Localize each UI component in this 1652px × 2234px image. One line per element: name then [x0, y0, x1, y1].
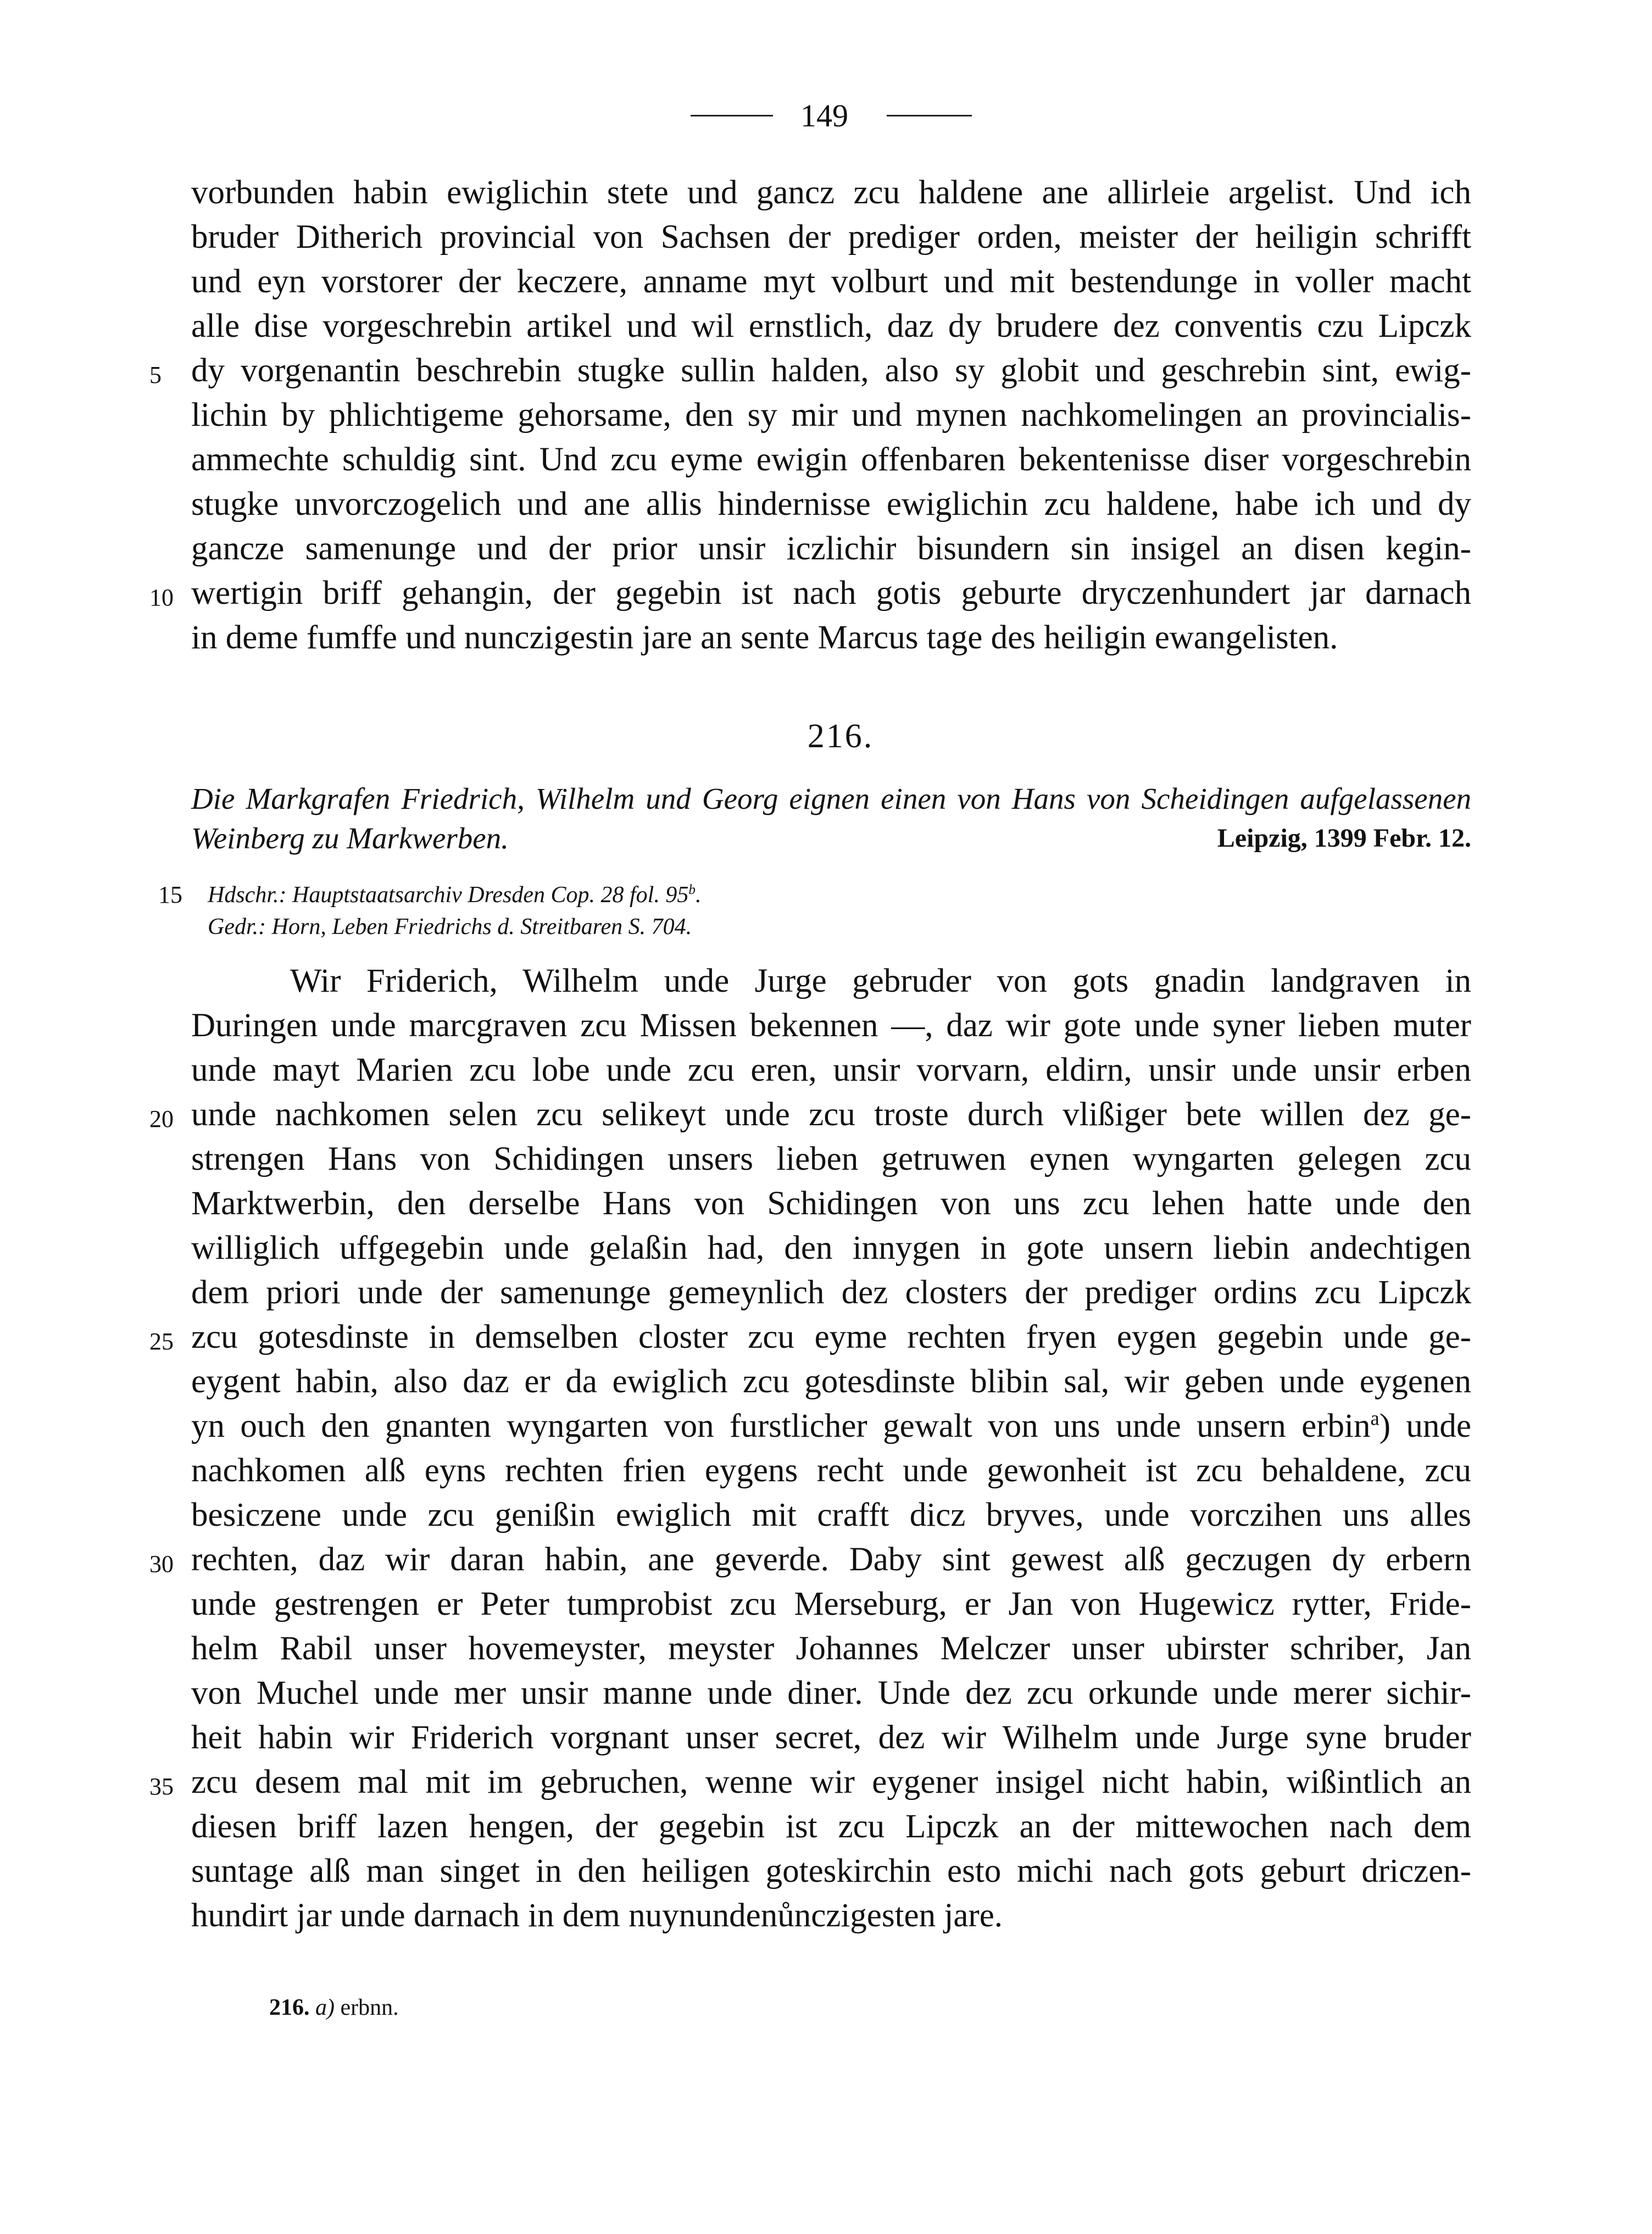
document-number: 216.: [807, 718, 874, 755]
text-line: [149, 1092, 1471, 1137]
header-rule-left: [691, 115, 773, 116]
text-line: [191, 215, 1471, 259]
text-line: [191, 615, 1471, 660]
line-text: nachkomen alß eyns rechten frien eygens recht unde gewonheit ist zcu behaldene, zcu: [191, 1452, 1471, 1489]
text-line: [191, 437, 1471, 482]
line-text: Wir Friderich, Wilhelm unde Jurge gebruder von gots gnadin landgraven in: [290, 963, 1471, 999]
line-text: stugke unvorczogelich und ane allis hindernisse ewiglichin zcu haldene, habe ich und dy: [191, 486, 1471, 523]
text-line: [149, 1760, 1471, 1804]
text-line: [191, 1137, 1471, 1181]
source-reference: [158, 879, 1471, 911]
line-text: besiczene unde zcu genißin ewiglich mit crafft dicz bryves, unde vorczihen uns alles: [191, 1497, 1471, 1533]
page-number: 149: [800, 97, 848, 134]
text-line: [191, 170, 1471, 215]
line-number: 20: [149, 1105, 174, 1132]
running-head: [677, 93, 985, 137]
line-text: zcu desem mal mit im gebruchen, wenne wir eygener insigel nicht habin, wißintlich an: [191, 1764, 1471, 1800]
text-line: [149, 1537, 1471, 1582]
line-text: helm Rabil unser hovemeyster, meyster Johannes Melczer unser ubirster schriber, Jan: [191, 1630, 1471, 1667]
line-text: Duringen unde marcgraven zcu Missen bekennen —, daz wir gote unde syner lieben muter: [191, 1007, 1471, 1044]
text-line: [191, 1626, 1471, 1671]
line-number: 25: [149, 1328, 174, 1355]
footnote-letter: a): [315, 1995, 335, 2020]
footnote: [269, 1994, 399, 2021]
line-text: eygent habin, also daz er da ewiglich zcu gotesdinste blibin sal, wir geben unde eygenen: [191, 1363, 1471, 1400]
line-text: hundirt jar unde darnach in dem nuynundenůnczigesten jare.: [191, 1897, 1003, 1934]
line-number: 5: [149, 362, 162, 388]
footnote-marker: a: [1370, 1407, 1380, 1430]
line-text: und eyn vorstorer der keczere, anname myt volburt und mit bestendunge in voller macht: [191, 263, 1471, 300]
line-text: unde gestrengen er Peter tumprobist zcu Merseburg, er Jan von Hugewicz rytter, Fride-: [191, 1586, 1471, 1622]
line-text: unde nachkomen selen zcu selikeyt unde zcu troste durch vlißiger bete willen dez ge-: [191, 1096, 1471, 1133]
text-line: [149, 1315, 1471, 1359]
source-suffix: .: [695, 882, 702, 908]
line-text: ammechte schuldig sint. Und zcu eyme ewigin offenbaren bekentenisse diser vorgeschrebin: [191, 441, 1471, 478]
line-text: Marktwerbin, den derselbe Hans von Schidingen von uns zcu lehen hatte unde den: [191, 1185, 1471, 1222]
line-text: vorbunden habin ewiglichin stete und gancz zcu haldene ane allirleie argelist. Und ich: [191, 174, 1471, 211]
text-line: [191, 1003, 1471, 1048]
source-references: [158, 879, 1471, 943]
line-text: bruder Ditherich provincial von Sachsen der prediger orden, meister der heiligin schrifft: [191, 219, 1471, 255]
source-reference: [191, 911, 1471, 943]
text-line: [191, 1270, 1471, 1315]
text-line: [149, 571, 1471, 615]
line-text: dem priori unde der samenunge gemeynlich dez closters der prediger ordins zcu Lipczk: [191, 1274, 1471, 1311]
text-line: [191, 1893, 1471, 1938]
line-text: suntage alß man singet in den heiligen goteskirchin esto michi nach gots geburt driczen-: [191, 1853, 1471, 1890]
place-date: Leipzig, 1399 Febr. 12.: [1217, 824, 1471, 853]
text-line: [191, 526, 1471, 571]
line-text: strengen Hans von Schidingen unsers lieben getruwen eynen wyngarten gelegen zcu: [191, 1141, 1471, 1177]
regest-line: Die Markgrafen Friedrich, Wilhelm und Georg eignen einen von Hans von Scheidingen aufgelassenen: [191, 782, 1471, 815]
source-text: Gedr.: Horn, Leben Friedrichs d. Streitbaren S. 704.: [208, 914, 692, 940]
line-text: zcu gotesdinste in demselben closter zcu eyme rechten fryen eygen gegebin unde ge-: [191, 1319, 1471, 1355]
text-line: [191, 1226, 1471, 1270]
text-line: [191, 959, 1471, 1003]
line-text: von Muchel unde mer unsir manne unde diner. Unde dez zcu orkunde unde merer sichir-: [191, 1675, 1471, 1711]
text-line: [191, 1181, 1471, 1226]
line-text: in deme fumffe und nunczigestin jare an sente Marcus tage des heiligin ewangelisten.: [191, 619, 1338, 656]
line-number: 30: [149, 1551, 174, 1577]
text-line: [191, 1849, 1471, 1893]
footnote-text: erbnn.: [340, 1995, 399, 2020]
line-text: rechten, daz wir daran habin, ane geverde. Daby sint gewest alß geczugen dy erbern: [191, 1541, 1471, 1578]
text-line: [191, 259, 1471, 304]
text-line: [149, 348, 1471, 393]
text-line: [191, 1404, 1471, 1448]
text-line: [191, 1493, 1471, 1537]
text-line: [191, 482, 1471, 526]
charter-text: [149, 959, 1471, 1938]
text-line: [191, 1048, 1471, 1092]
text-line: [191, 393, 1471, 437]
footnote-number: 216.: [269, 1995, 310, 2020]
line-number: 10: [149, 584, 174, 611]
line-text: gancze samenunge und der prior unsir iczlichir bisundern sin insigel an disen kegin-: [191, 530, 1471, 567]
text-line: [191, 1582, 1471, 1626]
line-text: williglich uffgegebin unde gelaßin had, den innygen in gote unsern liebin andechtigen: [191, 1230, 1471, 1266]
source-text: Hdschr.: Hauptstaatsarchiv Dresden Cop. 28 fol. 95: [208, 882, 689, 908]
text-line: [191, 304, 1471, 348]
text-line: [191, 1804, 1471, 1849]
text-line: [191, 1715, 1471, 1760]
regest-line-with-date: [191, 819, 1471, 858]
line-text: lichin by phlichtigeme gehorsame, den sy mir und mynen nachkomelingen an provincialis-: [191, 397, 1471, 434]
line-number: 35: [149, 1773, 174, 1800]
line-text: wertigin briff gehangin, der gegebin ist nach gotis geburte dryczenhundert jar darnach: [191, 575, 1471, 612]
line-text: alle dise vorgeschrebin artikel und wil ernstlich, daz dy brudere dez conventis czu Lipczk: [191, 308, 1471, 344]
text-line: [191, 1359, 1471, 1404]
regest-line: Weinberg zu Markwerben.: [191, 821, 509, 855]
regest: [191, 779, 1471, 858]
text-line: [191, 1671, 1471, 1715]
header-rule-right: [887, 115, 972, 116]
line-text: yn ouch den gnanten wyngarten von furstlicher gewalt von uns unde unsern erbin: [191, 1408, 1371, 1444]
line-text-continued: ) unde: [1379, 1408, 1471, 1444]
line-number: 15: [158, 881, 182, 908]
line-text: diesen briff lazen hengen, der gegebin ist zcu Lipczk an der mittewochen nach dem: [191, 1808, 1471, 1845]
line-text: heit habin wir Friderich vorgnant unser secret, dez wir Wilhelm unde Jurge syne bruder: [191, 1719, 1471, 1756]
text-line: [191, 1448, 1471, 1493]
line-text: dy vorgenantin beschrebin stugke sullin halden, also sy globit und geschrebin sint, ewig-: [191, 352, 1471, 389]
line-text: unde mayt Marien zcu lobe unde zcu eren, unsir vorvarn, eldirn, unsir unde unsir erben: [191, 1052, 1471, 1088]
folio-side: b: [688, 882, 696, 897]
continuation-text: [149, 170, 1471, 660]
